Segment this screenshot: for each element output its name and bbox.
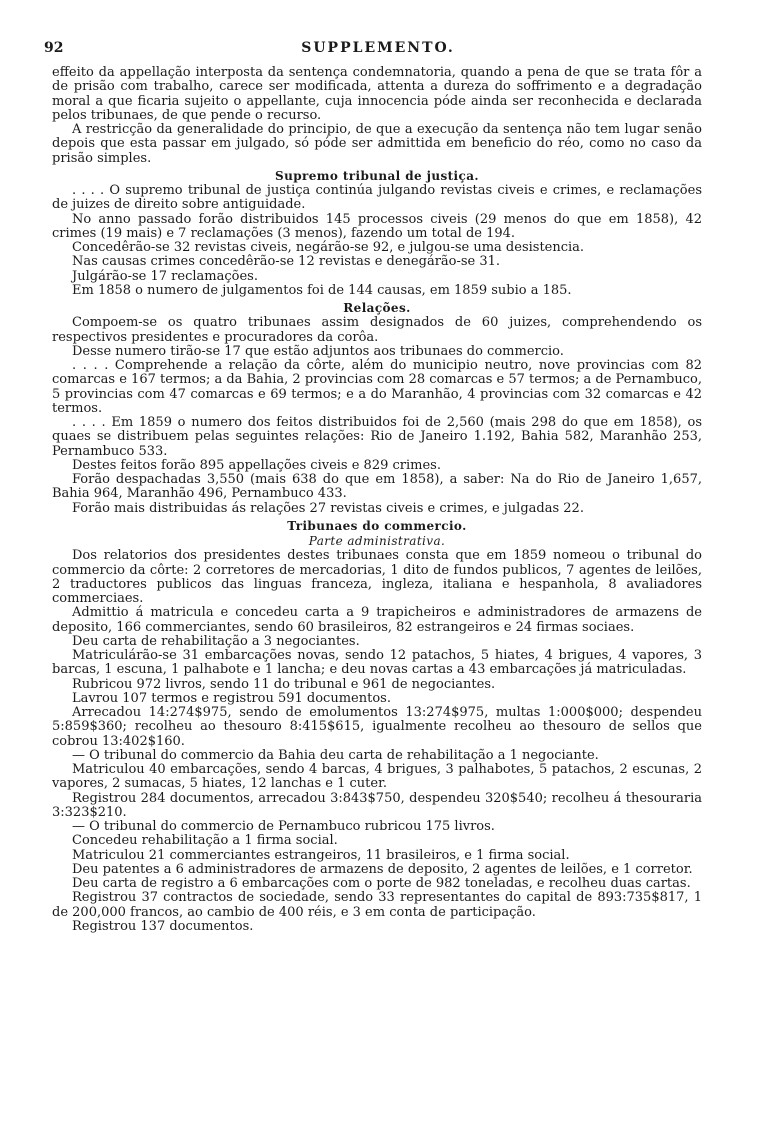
- paragraph: Admittio á matricula e concedeu carta a 9 trapicheiros e administradores de armazens de deposito, 166 commerciantes, sendo 60 brasileiros, 82 estrangeiros e 24 firmas sociaes.: [52, 605, 702, 635]
- paragraph: Registrou 284 documentos, arrecadou 3:843$750, despendeu 320$540; recolheu á thesouraria 3:323$210.: [52, 790, 702, 820]
- paragraph: . . . . Comprehende a relação da côrte, além do municipio neutro, nove provincias com 82 comarcas e 167 termos; a da Bahia, 2 provincias com 28 comarcas e 57 termos; a de Pernambuco, 5 provincias com 47 comarcas e 69 termos; e a do Maranhão, 4 provincias com 32 comarcas e 42 termos.: [52, 358, 702, 416]
- subsection-heading-parte-administrativa: Parte administrativa.: [308, 534, 446, 548]
- page-header: [44, 40, 712, 62]
- paragraph: Julgárão-se 17 reclamações.: [72, 268, 258, 284]
- paragraph: Dos relatorios dos presidentes destes tribunaes consta que em 1859 nomeou o tribunal do commercio da côrte: 2 corretores de mercadorias, 1 dito de fundos publicos, 7 agentes de leilões, 2 traductores publicos das linguas franceza, ingleza, italiana e hespanhola, 8 avaliadores commerciaes.: [52, 548, 702, 606]
- paragraph: Compoem-se os quatro tribunaes assim designados de 60 juizes, comprehendendo os respectivos presidentes e procuradores da corôa.: [52, 315, 702, 345]
- paragraph: Deu carta de registro a 6 embarcações com o porte de 982 toneladas, e recolheu duas cartas.: [72, 876, 691, 891]
- section-heading-tribunaes-commercio: Tribunaes do commercio.: [287, 518, 467, 533]
- paragraph: Nas causas crimes concedêrão-se 12 revistas e denegárão-se 31.: [72, 254, 501, 270]
- paragraph: Matriculárão-se 31 embarcações novas, sendo 12 patachos, 5 hiates, 4 brigues, 4 vapores, 3 barcas, 1 escuna, 1 palhabote e 1 lancha; e deu novas cartas a 43 embarcações já matriculadas.: [52, 648, 702, 678]
- paragraph: Matriculou 21 commerciantes estrangeiros, 11 brasileiros, e 1 firma social.: [72, 847, 570, 863]
- paragraph: Rubricou 972 livros, sendo 11 do tribunal e 961 de negociantes.: [72, 676, 496, 692]
- paragraph: Arrecadou 14:274$975, sendo de emolumentos 13:274$975, multas 1:000$000; despendeu 5:859$360; recolheu ao thesouro 8:415$615, igualmente recolheu ao thesouro de sellos que cobrou 13:402$160.: [52, 705, 702, 749]
- paragraph: Concedêrão-se 32 revistas civeis, negárão-se 92, e julgou-se uma desistencia.: [72, 240, 585, 255]
- paragraph: Deu patentes a 6 administradores de armazens de deposito, 2 agentes de leilões, e 1 corretor.: [72, 861, 693, 877]
- running-title: SUPPLEMENTO.: [301, 40, 455, 56]
- paragraph: Registrou 37 contractos de sociedade, sendo 33 representantes do capital de 893:735$817, 1 de 200,000 francos, ao cambio de 400 réis, e 3 em conta de participação.: [52, 890, 702, 920]
- paragraph: Em 1858 o numero de julgamentos foi de 144 causas, em 1859 subio a 185.: [72, 282, 572, 298]
- section-heading-relacoes: Relações.: [343, 301, 411, 315]
- page-number: 92: [44, 40, 64, 56]
- section-heading-supremo-tribunal: Supremo tribunal de justiça.: [275, 168, 479, 183]
- paragraph: Forão mais distribuidas ás relações 27 revistas civeis e crimes, e julgadas 22.: [72, 500, 584, 516]
- paragraph: No anno passado forão distribuidos 145 processos civeis (29 menos do que em 1858), 42 crimes (19 mais) e 7 reclamações (3 menos), fazendo um total de 194.: [52, 211, 702, 241]
- paragraph: Deu carta de rehabilitação a 3 negociantes.: [72, 633, 360, 649]
- paragraph: Forão despachadas 3,550 (mais 638 do que em 1858), a saber: Na do Rio de Janeiro 1,657, Bahia 964, Maranhão 496, Pernambuco 433.: [52, 472, 702, 502]
- paragraph: Destes feitos forão 895 appellações civeis e 829 crimes.: [72, 457, 441, 473]
- paragraph: — O tribunal do commercio da Bahia deu carta de rehabilitação a 1 negociante.: [72, 747, 599, 763]
- paragraph: . . . . O supremo tribunal de justiça continúa julgando revistas civeis e crimes, e reclamações de juizes de direito sobre antiguidade.: [52, 183, 702, 213]
- paragraph: Registrou 137 documentos.: [72, 918, 254, 934]
- paragraph: — O tribunal do commercio de Pernambuco rubricou 175 livros.: [72, 819, 495, 834]
- paragraph: Lavrou 107 termos e registrou 591 documentos.: [72, 690, 391, 706]
- page-body: [52, 66, 702, 934]
- paragraph: Desse numero tirão-se 17 que estão adjuntos aos tribunaes do commercio.: [72, 343, 564, 359]
- paragraph: Matriculou 40 embarcações, sendo 4 barcas, 4 brigues, 3 palhabotes, 5 patachos, 2 escunas, 2 vapores, 2 sumacas, 5 hiates, 12 lanchas e 1 cuter.: [52, 762, 702, 792]
- paragraph: effeito da appellação interposta da sentença condemnatoria, quando a pena de que se trata fôr a de prisão com trabalho, carece ser modificada, attenta a dureza do soffrimento e a degradação moral a que ficaria sujeito o appellante, cuja innocencia póde ainda ser reconhecida e declarada pelos tribunaes, de que pende o recurso.: [52, 65, 702, 123]
- paragraph: A restricção da generalidade do principio, de que a execução da sentença não tem lugar senão depois que esta passar em julgado, só póde ser admittida em beneficio do réo, como no caso da prisão simples.: [52, 122, 702, 166]
- paragraph: Concedeu rehabilitação a 1 firma social.: [72, 833, 338, 849]
- paragraph: . . . . Em 1859 o numero dos feitos distribuidos foi de 2,560 (mais 298 do que em 1858), os quaes se distribuem pelas seguintes relações: Rio de Janeiro 1.192, Bahia 582, Maranhão 253, Pernambuco 533.: [52, 415, 702, 459]
